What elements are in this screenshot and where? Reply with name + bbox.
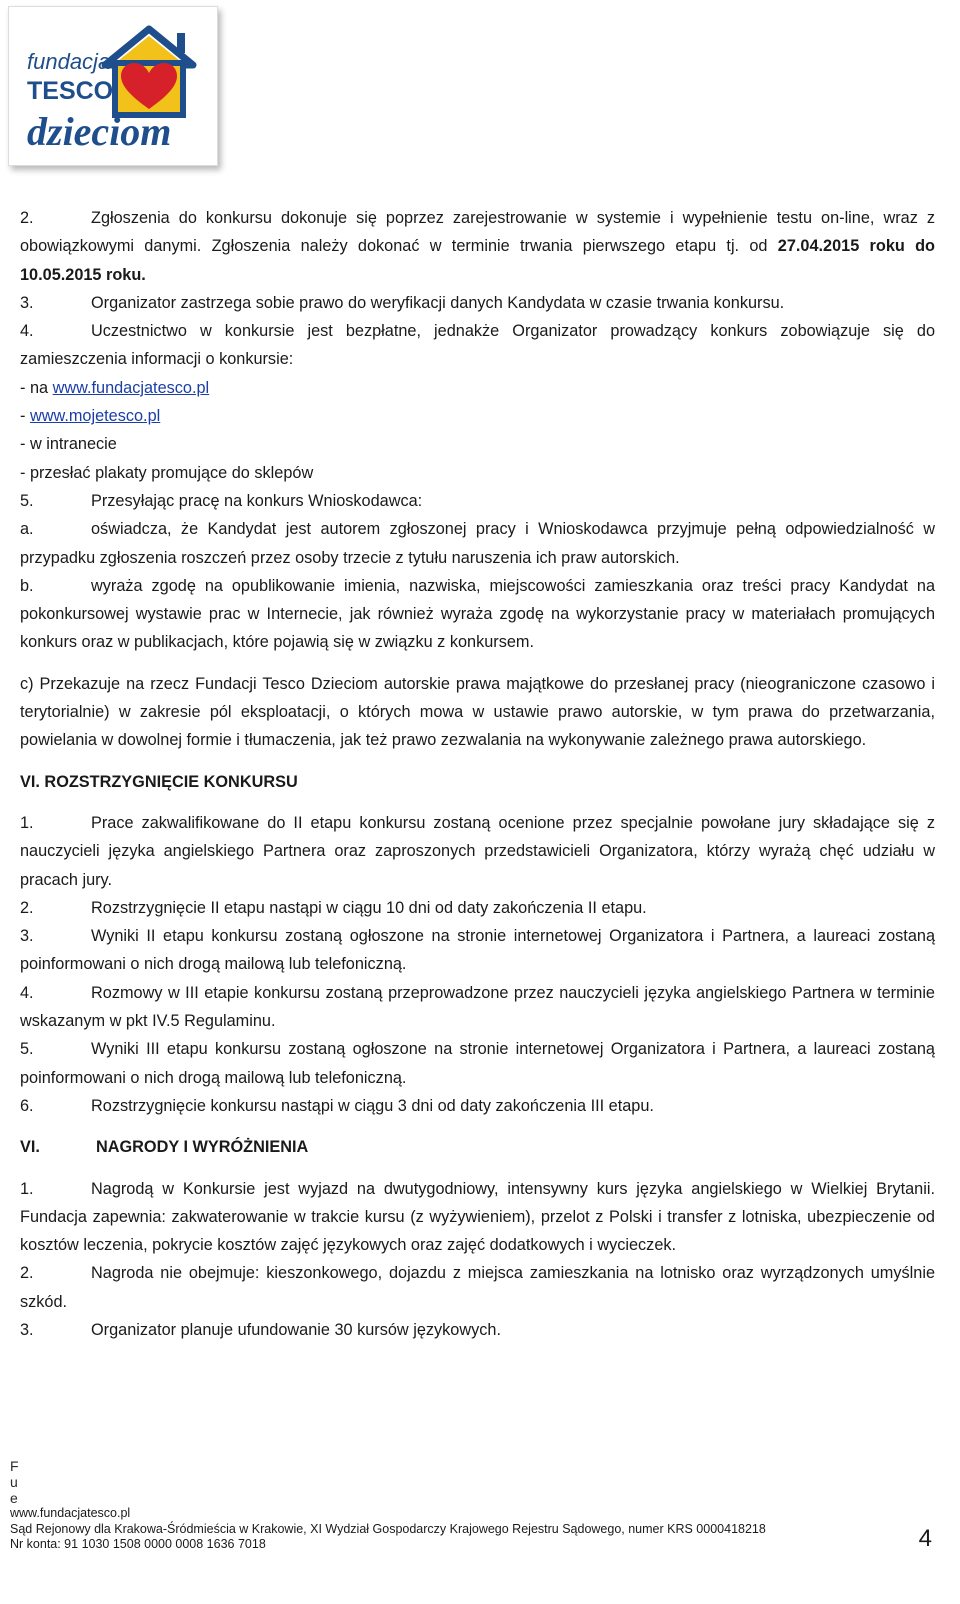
list-item-posters: - przesłać plakaty promujące do sklepów (20, 463, 314, 482)
item-number: 5. (20, 1040, 34, 1059)
list-prefix: - (20, 407, 30, 426)
list-item-intranet: - w intranecie (20, 435, 117, 454)
registration-dates: 27.04.2015 roku do 10.05.2015 roku. (20, 237, 935, 284)
list-item-fundacja-link (20, 374, 935, 402)
list-item (20, 1259, 935, 1316)
footer-fragment: e (10, 1490, 18, 1506)
item-number: 6. (20, 1096, 34, 1115)
heading-text: NAGRODY I WYRÓŻNIENIA (96, 1138, 309, 1157)
paragraph-2 (20, 204, 935, 289)
results-list (20, 809, 935, 1120)
item-number: 2. (20, 898, 34, 917)
footer-court-registration: Sąd Rejonowy dla Krakowa-Śródmieścia w Krakowie, XI Wydział Gospodarczy Krajowego Rejestru Sądowego, numer KRS 0000418218 (10, 1521, 766, 1536)
paragraph-5 (20, 487, 935, 515)
item-text: Wyniki III etapu konkursu zostaną ogłoszone na stronie internetowej Organizatora i Partnera, a laureaci zostaną poinformowani o nich drogą mailową lub telefoniczną. (20, 1040, 935, 1087)
footer-fragment: u (10, 1474, 18, 1490)
paragraph-text: oświadcza, że Kandydat jest autorem zgłoszonej pracy i Wnioskodawca przyjmuje pełną odpowiedzialność w przypadku zgłoszenia roszczeń przez osoby trzecie z tytułu naruszenia ich praw autorskich. (20, 520, 935, 567)
logo-text-tesco: TESCO (27, 77, 114, 105)
item-text: Rozstrzygnięcie II etapu nastąpi w ciągu 10 dni od daty zakończenia II etapu. (91, 898, 647, 917)
item-number: 2. (20, 1264, 34, 1283)
paragraph-number: 3. (20, 293, 34, 312)
list-item (20, 1092, 935, 1120)
paragraph-letter: b. (20, 576, 34, 595)
footer-website: www.fundacjatesco.pl (10, 1506, 131, 1520)
item-number: 3. (20, 1320, 34, 1339)
list-item (20, 894, 935, 922)
paragraph-number: 4. (20, 322, 34, 341)
item-number: 4. (20, 983, 34, 1002)
item-text: Rozstrzygnięcie konkursu nastąpi w ciągu 3 dni od daty zakończenia III etapu. (91, 1096, 654, 1115)
paragraph-text: Zgłoszenia do konkursu dokonuje się poprzez zarejestrowanie w systemie i wypełnienie testu on-line, wraz z obowiązkowymi danymi. Zgłoszenia należy dokonać w terminie trwania pierwszego etapu tj. od (20, 209, 935, 256)
paragraph-number: 2. (20, 209, 34, 227)
house-chimney (177, 33, 185, 53)
paragraph-a (20, 515, 935, 572)
item-number: 1. (20, 813, 34, 832)
list-item-mojetesco-link (20, 402, 935, 430)
list-item (20, 979, 935, 1036)
paragraph-letter: a. (20, 520, 34, 539)
page-footer (10, 1458, 950, 1553)
item-text: Nagroda nie obejmuje: kieszonkowego, dojazdu z miejsca zamieszkania na lotnisko oraz wyrządzonych umyślnie szkód. (20, 1264, 935, 1311)
list-item (20, 1316, 935, 1344)
paragraph-text: Przesyłając pracę na konkurs Wnioskodawca: (91, 491, 423, 510)
logo-graphic (9, 7, 217, 165)
paragraph-4 (20, 317, 935, 374)
item-number: 3. (20, 927, 34, 946)
paragraph-c: c) Przekazuje na rzecz Fundacji Tesco Dzieciom autorskie prawa majątkowe do przesłanej pracy (nieograniczone czasowo i terytorialnie) w zakresie pól eksploatacji, o których mowa w ustawie prawo autorskie, w tym prawa do przetwarzania, powielania w dowolnej formie i tłumaczenia, jak też prawo zezwalania na wykonywanie zależnego prawa autorskiego. (20, 674, 935, 750)
paragraph-text: Organizator zastrzega sobie prawo do weryfikacji danych Kandydata w czasie trwania konkursu. (91, 293, 785, 312)
item-text: Rozmowy w III etapie konkursu zostaną przeprowadzone przez nauczycieli języka angielskiego Partnera w terminie wskazanym w pkt IV.5 Regulaminu. (20, 983, 935, 1031)
footer-fragment: F (10, 1458, 19, 1474)
fundacjatesco-link[interactable]: www.fundacjatesco.pl (52, 378, 210, 397)
section-heading-results: VI. ROZSTRZYGNIĘCIE KONKURSU (20, 772, 298, 791)
document-body (20, 204, 935, 1344)
paragraph-number: 5. (20, 491, 34, 510)
page-number: 4 (918, 1525, 932, 1552)
list-item (20, 1035, 935, 1092)
list-item (20, 922, 935, 979)
logo-text-fundacja: fundacja (27, 49, 111, 74)
list-item (20, 1175, 935, 1260)
footer-bank-account: Nr konta: 91 1030 1508 0000 0008 1636 7018 (10, 1537, 266, 1552)
list-item (20, 809, 935, 894)
item-text: Wyniki II etapu konkursu zostaną ogłoszone na stronie internetowej Organizatora i Partnera, a laureaci zostaną poinformowani o nich drogą mailową lub telefoniczną. (20, 927, 935, 974)
prizes-list (20, 1175, 935, 1345)
mojetesco-link[interactable]: www.mojetesco.pl (29, 407, 161, 426)
foundation-logo (8, 6, 218, 166)
paragraph-b (20, 572, 935, 657)
heading-number: VI. (20, 1138, 40, 1157)
item-text: Prace zakwalifikowane do II etapu konkursu zostaną ocenione przez specjalnie powołane jury składające się z nauczycieli języka angielskiego Partnera oraz zaproszonych przedstawicieli Organizatora, którzy wyrażą chęć udziału w pracach jury. (20, 813, 935, 889)
section-heading-prizes (20, 1133, 935, 1161)
item-text: Organizator planuje ufundowanie 30 kursów językowych. (91, 1320, 501, 1339)
item-text: Nagrodą w Konkursie jest wyjazd na dwutygodniowy, intensywny kurs języka angielskiego w Wielkiej Brytanii. Fundacja zapewnia: zakwaterowanie w trakcie kursu (z wyżywieniem), przelot z Polski i transfer z lotniska, ubezpieczenie od kosztów leczenia, pokrycie kosztów zajęć językowych oraz zajęć dodatkowych i wycieczek. (20, 1179, 935, 1255)
item-number: 1. (20, 1179, 34, 1198)
logo-text-dzieciom: dzieciom (27, 109, 172, 154)
paragraph-text: wyraża zgodę na opublikowanie imienia, nazwiska, miejscowości zamieszkania oraz treści pracy Kandydat na pokonkursowej wystawie prac w Internecie, jak również wyraża zgodę na wykorzystanie pracy w materiałach promujących konkurs oraz w publikacjach, które pojawią się w związku z konkursem. (20, 576, 935, 652)
paragraph-text: Uczestnictwo w konkursie jest bezpłatne, jednakże Organizator prowadzący konkurs zobowiązuje się do zamieszczenia informacji o konkursie: (20, 322, 935, 369)
paragraph-3 (20, 289, 935, 317)
list-prefix: - na (20, 378, 53, 397)
